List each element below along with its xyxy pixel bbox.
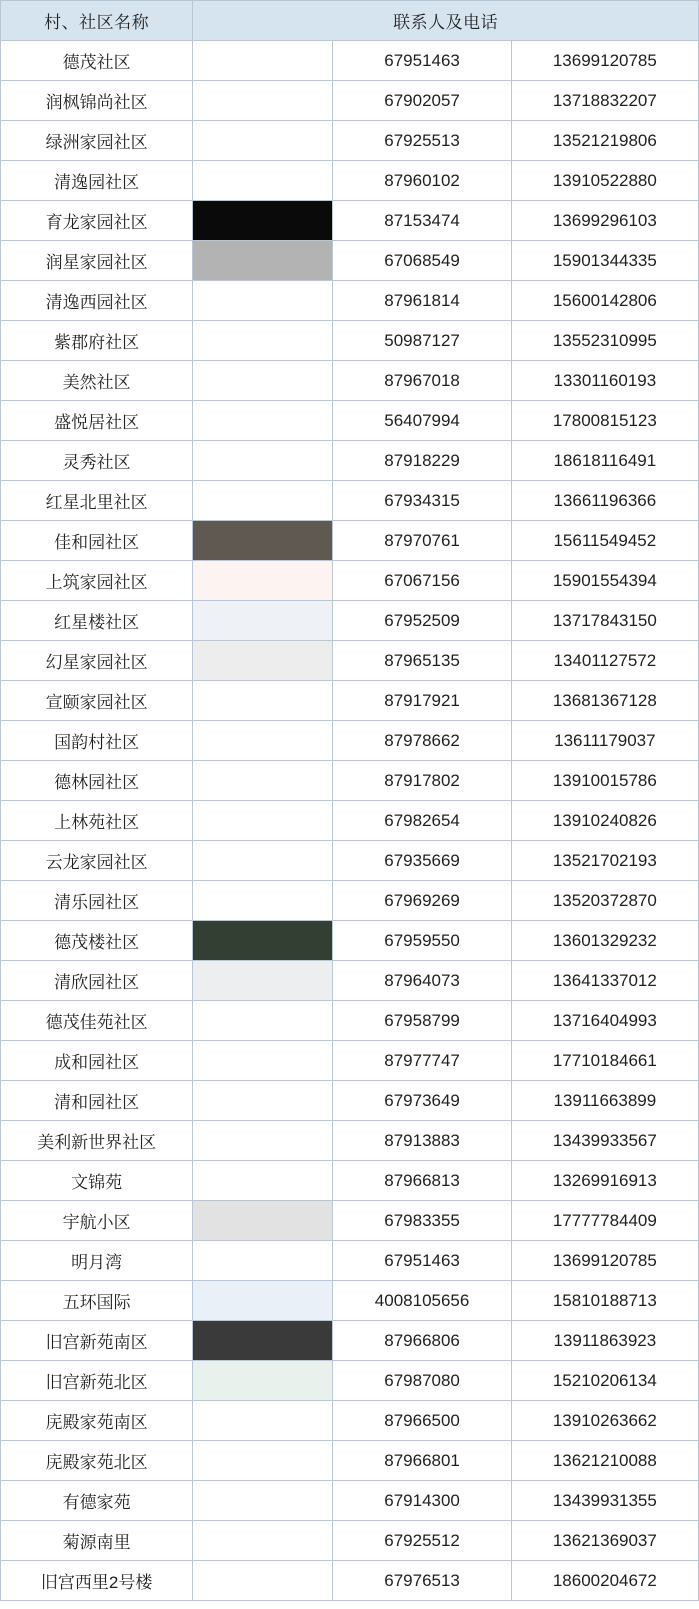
blank-cell-swatch — [193, 961, 332, 1000]
table-row — [1, 41, 699, 81]
cell-phone-mobile: 18600204672 — [511, 1561, 698, 1601]
cell-phone-landline: 67068549 — [333, 241, 511, 281]
cell-blank — [193, 881, 333, 921]
cell-phone-landline: 87918229 — [333, 441, 511, 481]
blank-cell-swatch — [193, 401, 332, 440]
cell-phone-landline: 67925512 — [333, 1521, 511, 1561]
cell-phone-landline: 67935669 — [333, 841, 511, 881]
cell-phone-mobile: 17710184661 — [511, 1041, 698, 1081]
blank-cell-swatch — [193, 1041, 332, 1080]
cell-phone-mobile: 17800815123 — [511, 401, 698, 441]
cell-phone-landline: 87977747 — [333, 1041, 511, 1081]
cell-blank — [193, 201, 333, 241]
table-row — [1, 1561, 699, 1601]
cell-phone-mobile: 13641337012 — [511, 961, 698, 1001]
blank-cell-swatch — [193, 121, 332, 160]
table-row — [1, 361, 699, 401]
cell-community-name: 美利新世界社区 — [1, 1121, 193, 1161]
cell-phone-mobile: 15611549452 — [511, 521, 698, 561]
cell-blank — [193, 481, 333, 521]
header-row — [1, 1, 699, 41]
cell-community-name: 绿洲家园社区 — [1, 121, 193, 161]
cell-phone-mobile: 18618116491 — [511, 441, 698, 481]
cell-community-name: 育龙家园社区 — [1, 201, 193, 241]
table-row — [1, 1201, 699, 1241]
cell-phone-mobile: 13301160193 — [511, 361, 698, 401]
cell-community-name: 灵秀社区 — [1, 441, 193, 481]
blank-cell-swatch — [193, 921, 332, 960]
cell-phone-mobile: 13718832207 — [511, 81, 698, 121]
cell-blank — [193, 1481, 333, 1521]
table-row — [1, 681, 699, 721]
blank-cell-swatch — [193, 161, 332, 200]
cell-phone-mobile: 13621210088 — [511, 1441, 698, 1481]
cell-community-name: 旧宫新苑北区 — [1, 1361, 193, 1401]
cell-phone-mobile: 13910015786 — [511, 761, 698, 801]
cell-phone-mobile: 13601329232 — [511, 921, 698, 961]
cell-phone-landline: 87966806 — [333, 1321, 511, 1361]
blank-cell-swatch — [193, 601, 332, 640]
cell-phone-landline: 87153474 — [333, 201, 511, 241]
cell-community-name: 德茂楼社区 — [1, 921, 193, 961]
cell-community-name: 明月湾 — [1, 1241, 193, 1281]
blank-cell-swatch — [193, 81, 332, 120]
cell-community-name: 旧宫西里2号楼 — [1, 1561, 193, 1601]
table-row — [1, 1281, 699, 1321]
cell-phone-landline: 67982654 — [333, 801, 511, 841]
cell-phone-landline: 87978662 — [333, 721, 511, 761]
cell-phone-mobile: 13699120785 — [511, 41, 698, 81]
cell-phone-landline: 67958799 — [333, 1001, 511, 1041]
cell-phone-mobile: 15901344335 — [511, 241, 698, 281]
cell-phone-landline: 67969269 — [333, 881, 511, 921]
cell-phone-landline: 67987080 — [333, 1361, 511, 1401]
blank-cell-swatch — [193, 441, 332, 480]
table-row — [1, 881, 699, 921]
blank-cell-swatch — [193, 201, 332, 240]
cell-blank — [193, 1361, 333, 1401]
table-row — [1, 241, 699, 281]
cell-phone-mobile: 13661196366 — [511, 481, 698, 521]
cell-community-name: 旧宫新苑南区 — [1, 1321, 193, 1361]
table-row — [1, 1161, 699, 1201]
cell-community-name: 文锦苑 — [1, 1161, 193, 1201]
blank-cell-swatch — [193, 1321, 332, 1360]
cell-blank — [193, 361, 333, 401]
cell-community-name: 国韵村社区 — [1, 721, 193, 761]
cell-blank — [193, 641, 333, 681]
cell-community-name: 五环国际 — [1, 1281, 193, 1321]
blank-cell-swatch — [193, 1241, 332, 1280]
cell-blank — [193, 1081, 333, 1121]
cell-community-name: 宇航小区 — [1, 1201, 193, 1241]
cell-phone-landline: 67983355 — [333, 1201, 511, 1241]
cell-phone-mobile: 13520372870 — [511, 881, 698, 921]
cell-blank — [193, 1521, 333, 1561]
blank-cell-swatch — [193, 1561, 332, 1600]
cell-blank — [193, 561, 333, 601]
table-row — [1, 841, 699, 881]
blank-cell-swatch — [193, 841, 332, 880]
cell-phone-mobile: 13910522880 — [511, 161, 698, 201]
cell-community-name: 上筑家园社区 — [1, 561, 193, 601]
table-body — [1, 41, 699, 1601]
cell-community-name: 德茂社区 — [1, 41, 193, 81]
cell-phone-mobile: 13910263662 — [511, 1401, 698, 1441]
cell-phone-mobile: 13716404993 — [511, 1001, 698, 1041]
cell-phone-landline: 67959550 — [333, 921, 511, 961]
header-name: 村、社区名称 — [1, 1, 193, 41]
cell-phone-landline: 50987127 — [333, 321, 511, 361]
table-row — [1, 281, 699, 321]
cell-phone-mobile: 13717843150 — [511, 601, 698, 641]
blank-cell-swatch — [193, 1401, 332, 1440]
table-row — [1, 1441, 699, 1481]
blank-cell-swatch — [193, 1081, 332, 1120]
cell-phone-mobile: 15600142806 — [511, 281, 698, 321]
blank-cell-swatch — [193, 241, 332, 280]
table-row — [1, 641, 699, 681]
table-row — [1, 401, 699, 441]
blank-cell-swatch — [193, 281, 332, 320]
cell-phone-mobile: 13911663899 — [511, 1081, 698, 1121]
cell-phone-mobile: 13681367128 — [511, 681, 698, 721]
blank-cell-swatch — [193, 321, 332, 360]
table-row — [1, 601, 699, 641]
blank-cell-swatch — [193, 1201, 332, 1240]
cell-blank — [193, 441, 333, 481]
cell-community-name: 清欣园社区 — [1, 961, 193, 1001]
cell-community-name: 红星楼社区 — [1, 601, 193, 641]
cell-blank — [193, 921, 333, 961]
cell-phone-landline: 67951463 — [333, 1241, 511, 1281]
cell-community-name: 德茂佳苑社区 — [1, 1001, 193, 1041]
table-row — [1, 481, 699, 521]
cell-phone-mobile: 13521219806 — [511, 121, 698, 161]
cell-community-name: 成和园社区 — [1, 1041, 193, 1081]
cell-community-name: 盛悦居社区 — [1, 401, 193, 441]
table-row — [1, 801, 699, 841]
cell-phone-landline: 67976513 — [333, 1561, 511, 1601]
cell-blank — [193, 321, 333, 361]
cell-phone-mobile: 13911863923 — [511, 1321, 698, 1361]
cell-blank — [193, 1401, 333, 1441]
table-row — [1, 1481, 699, 1521]
table-row — [1, 921, 699, 961]
cell-community-name: 幻星家园社区 — [1, 641, 193, 681]
cell-blank — [193, 1041, 333, 1081]
cell-phone-mobile: 13699296103 — [511, 201, 698, 241]
cell-community-name: 红星北里社区 — [1, 481, 193, 521]
table-row — [1, 1321, 699, 1361]
cell-community-name: 庑殿家苑南区 — [1, 1401, 193, 1441]
cell-phone-landline: 87961814 — [333, 281, 511, 321]
table-row — [1, 1361, 699, 1401]
cell-community-name: 清逸西园社区 — [1, 281, 193, 321]
cell-community-name: 有德家苑 — [1, 1481, 193, 1521]
table-row — [1, 121, 699, 161]
cell-community-name: 清逸园社区 — [1, 161, 193, 201]
cell-phone-landline: 67934315 — [333, 481, 511, 521]
blank-cell-swatch — [193, 1121, 332, 1160]
cell-phone-mobile: 13269916913 — [511, 1161, 698, 1201]
cell-blank — [193, 841, 333, 881]
cell-phone-landline: 87965135 — [333, 641, 511, 681]
table-row — [1, 1041, 699, 1081]
cell-phone-landline: 56407994 — [333, 401, 511, 441]
table-row — [1, 441, 699, 481]
table-row — [1, 521, 699, 561]
cell-community-name: 润枫锦尚社区 — [1, 81, 193, 121]
cell-phone-landline: 87964073 — [333, 961, 511, 1001]
cell-phone-landline: 87967018 — [333, 361, 511, 401]
cell-blank — [193, 1241, 333, 1281]
cell-community-name: 紫郡府社区 — [1, 321, 193, 361]
blank-cell-swatch — [193, 1521, 332, 1560]
blank-cell-swatch — [193, 881, 332, 920]
blank-cell-swatch — [193, 361, 332, 400]
cell-blank — [193, 121, 333, 161]
cell-phone-landline: 67067156 — [333, 561, 511, 601]
cell-phone-mobile: 13521702193 — [511, 841, 698, 881]
cell-phone-landline: 67951463 — [333, 41, 511, 81]
cell-phone-landline: 67914300 — [333, 1481, 511, 1521]
table-row — [1, 961, 699, 1001]
cell-phone-landline: 87966500 — [333, 1401, 511, 1441]
table-row — [1, 321, 699, 361]
table-row — [1, 1081, 699, 1121]
cell-blank — [193, 81, 333, 121]
cell-blank — [193, 41, 333, 81]
cell-community-name: 清和园社区 — [1, 1081, 193, 1121]
cell-phone-landline: 87966813 — [333, 1161, 511, 1201]
cell-phone-mobile: 13552310995 — [511, 321, 698, 361]
cell-phone-landline: 87970761 — [333, 521, 511, 561]
cell-community-name: 宣颐家园社区 — [1, 681, 193, 721]
cell-phone-landline: 87960102 — [333, 161, 511, 201]
cell-blank — [193, 761, 333, 801]
cell-blank — [193, 801, 333, 841]
blank-cell-swatch — [193, 801, 332, 840]
cell-phone-mobile: 13401127572 — [511, 641, 698, 681]
blank-cell-swatch — [193, 1161, 332, 1200]
cell-community-name: 佳和园社区 — [1, 521, 193, 561]
cell-blank — [193, 1281, 333, 1321]
blank-cell-swatch — [193, 481, 332, 520]
cell-blank — [193, 1561, 333, 1601]
cell-blank — [193, 1201, 333, 1241]
cell-community-name: 润星家园社区 — [1, 241, 193, 281]
cell-blank — [193, 401, 333, 441]
blank-cell-swatch — [193, 1001, 332, 1040]
cell-phone-landline: 87966801 — [333, 1441, 511, 1481]
table-row — [1, 81, 699, 121]
blank-cell-swatch — [193, 681, 332, 720]
cell-phone-mobile: 13439933567 — [511, 1121, 698, 1161]
cell-community-name: 清乐园社区 — [1, 881, 193, 921]
blank-cell-swatch — [193, 1481, 332, 1520]
cell-blank — [193, 161, 333, 201]
cell-phone-mobile: 13699120785 — [511, 1241, 698, 1281]
cell-blank — [193, 1121, 333, 1161]
table-row — [1, 201, 699, 241]
cell-phone-landline: 67925513 — [333, 121, 511, 161]
blank-cell-swatch — [193, 561, 332, 600]
table-row — [1, 161, 699, 201]
cell-blank — [193, 241, 333, 281]
cell-phone-mobile: 13611179037 — [511, 721, 698, 761]
cell-blank — [193, 1321, 333, 1361]
blank-cell-swatch — [193, 1281, 332, 1320]
cell-phone-mobile: 13621369037 — [511, 1521, 698, 1561]
table-row — [1, 1401, 699, 1441]
cell-phone-landline: 67973649 — [333, 1081, 511, 1121]
blank-cell-swatch — [193, 721, 332, 760]
cell-phone-mobile: 17777784409 — [511, 1201, 698, 1241]
cell-blank — [193, 721, 333, 761]
blank-cell-swatch — [193, 641, 332, 680]
blank-cell-swatch — [193, 521, 332, 560]
cell-community-name: 庑殿家苑北区 — [1, 1441, 193, 1481]
table-header — [1, 1, 699, 41]
cell-phone-mobile: 15901554394 — [511, 561, 698, 601]
blank-cell-swatch — [193, 1361, 332, 1400]
cell-phone-landline: 87917921 — [333, 681, 511, 721]
cell-blank — [193, 521, 333, 561]
cell-phone-landline: 87913883 — [333, 1121, 511, 1161]
blank-cell-swatch — [193, 761, 332, 800]
cell-blank — [193, 601, 333, 641]
header-contact: 联系人及电话 — [193, 1, 699, 41]
table-row — [1, 721, 699, 761]
table-row — [1, 1001, 699, 1041]
cell-blank — [193, 681, 333, 721]
cell-phone-mobile: 13439931355 — [511, 1481, 698, 1521]
cell-phone-landline: 67902057 — [333, 81, 511, 121]
cell-blank — [193, 1441, 333, 1481]
cell-phone-mobile: 15210206134 — [511, 1361, 698, 1401]
table-row — [1, 561, 699, 601]
cell-phone-landline: 4008105656 — [333, 1281, 511, 1321]
cell-blank — [193, 281, 333, 321]
cell-phone-mobile: 15810188713 — [511, 1281, 698, 1321]
table-row — [1, 1521, 699, 1561]
table-row — [1, 1241, 699, 1281]
cell-phone-landline: 87917802 — [333, 761, 511, 801]
cell-blank — [193, 1161, 333, 1201]
table-row — [1, 1121, 699, 1161]
cell-community-name: 上林苑社区 — [1, 801, 193, 841]
cell-community-name: 德林园社区 — [1, 761, 193, 801]
cell-phone-landline: 67952509 — [333, 601, 511, 641]
cell-blank — [193, 1001, 333, 1041]
cell-community-name: 云龙家园社区 — [1, 841, 193, 881]
blank-cell-swatch — [193, 1441, 332, 1480]
cell-community-name: 菊源南里 — [1, 1521, 193, 1561]
blank-cell-swatch — [193, 41, 332, 80]
cell-blank — [193, 961, 333, 1001]
cell-phone-mobile: 13910240826 — [511, 801, 698, 841]
cell-community-name: 美然社区 — [1, 361, 193, 401]
table-row — [1, 761, 699, 801]
